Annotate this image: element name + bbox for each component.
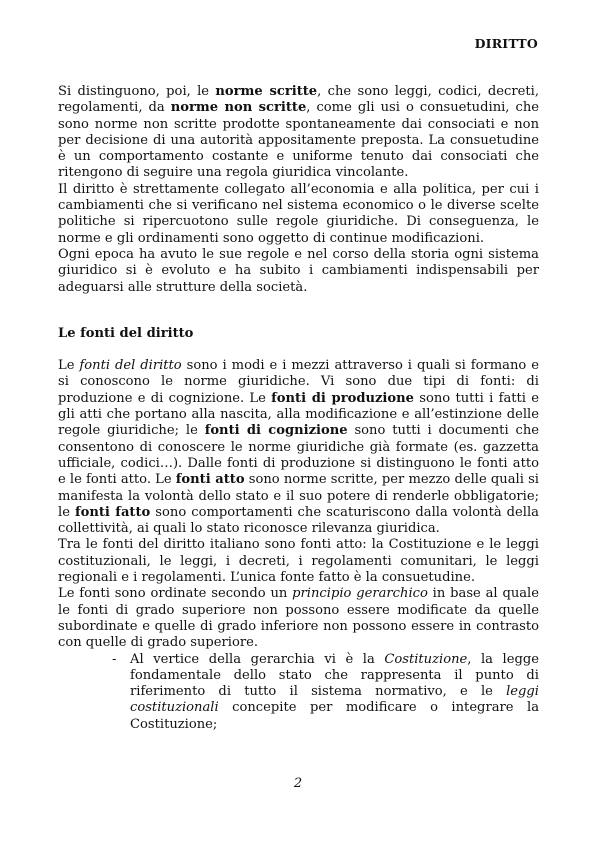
text-run: Le fonti sono ordinate secondo un <box>58 586 293 602</box>
italic-term: leggi costituzionali <box>130 684 539 716</box>
bold-term: fonti fatto <box>74 504 151 520</box>
paragraph-written-norms <box>58 84 539 182</box>
bold-term: fonti di cognizione <box>204 423 348 439</box>
paragraph-hierarchy <box>58 586 539 651</box>
document-body <box>58 84 539 733</box>
paragraph-sources-definition <box>58 358 539 537</box>
text-run: sono comportamenti che scaturiscono dalla volontà della collettività, ai quali lo stato riconosce rilevanza giuridica. <box>58 504 539 537</box>
text-run: sono norme scritte, per mezzo delle quali si manifesta la volontà dello stato e il suo potere di renderle obbligatorie; le <box>58 472 539 520</box>
text-run: concepite per modificare o integrare la Costituzione; <box>130 700 539 732</box>
text-run: Le <box>58 358 80 374</box>
text-run: , la legge fondamentale dello stato che rappresenta il punto di riferimento di tutto il sistema normativo, e le <box>130 651 539 700</box>
bold-term: norme scritte <box>215 84 318 99</box>
paragraph-italian-sources: Tra le fonti del diritto italiano sono fonti atto: la Costituzione e le leggi costituzionali, le leggi, i decreti, i regolamenti comunitari, le leggi regionali e i regolamenti. L’unica fonte fatto è la consuetudine. <box>58 537 539 586</box>
text-run: Si distinguono, poi, le <box>58 84 216 99</box>
list-bullet-dash: - <box>112 651 117 667</box>
page-number: 2 <box>293 776 303 791</box>
section-title: Le fonti del diritto <box>58 325 194 341</box>
italic-term: Costituzione <box>384 651 468 667</box>
text-run: , che sono leggi, codici, decreti, regolamenti, da <box>58 84 539 116</box>
text-run: sono tutti i fatti e gli atti che portano alla nascita, alla modificazione e all’estinzione delle regole giuridiche; le <box>58 390 539 439</box>
list-item <box>58 652 539 733</box>
text-run: sono i modi e i mezzi attraverso i quali si formano e si conoscono le norme giuridiche. Vi sono due tipi di fonti: di produzione e di cognizione. Le <box>58 358 540 406</box>
text-run: in base al quale le fonti di grado superiore non possono essere modificate da quelle subordinate e quelle di grado inferiore non possono essere in contrasto con quelle di grado superiore. <box>58 586 539 651</box>
paragraph-economy-politics: Il diritto è strettamente collegato all’economia e alla politica, per cui i cambiamenti che si verificano nel sistema economico o le diverse scelte politiche si ripercuotono sulle regole giuridiche. Di conseguenza, le norme e gli ordinamenti sono oggetto di continue modificazioni. <box>58 181 539 246</box>
italic-term: principio gerarchico <box>292 586 428 602</box>
text-run: Al vertice della gerarchia vi è la <box>130 651 385 667</box>
text-run: , come gli usi o consuetudini, che sono norme non scritte prodotte spontaneamente dai consociati e non per decisione di una autorità appositamente preposta. La consuetudine è un comportamento costante e uniforme tenuto dai consociati che ritengono di seguire una regola giuridica vincolante. <box>58 100 539 181</box>
italic-term: fonti del diritto <box>79 358 182 374</box>
page-header-title: DIRITTO <box>474 36 538 51</box>
bold-term: norme non scritte <box>170 100 307 116</box>
text-run: sono tutti i documenti che consentono di conoscere le norme giuridiche già formate (es. gazzetta ufficiale, codici…). Dalle fonti di produzione si distinguono le fonti atto e le fonti atto. Le <box>58 423 540 488</box>
bold-term: fonti atto <box>175 472 245 488</box>
paragraph-epochs: Ogni epoca ha avuto le sue regole e nel corso della storia ogni sistema giuridico si è evoluto e ha subito i cambiamenti indispensabili per adeguarsi alle strutture della società. <box>58 246 539 295</box>
hierarchy-list <box>58 652 539 733</box>
bold-term: fonti di produzione <box>271 390 414 406</box>
